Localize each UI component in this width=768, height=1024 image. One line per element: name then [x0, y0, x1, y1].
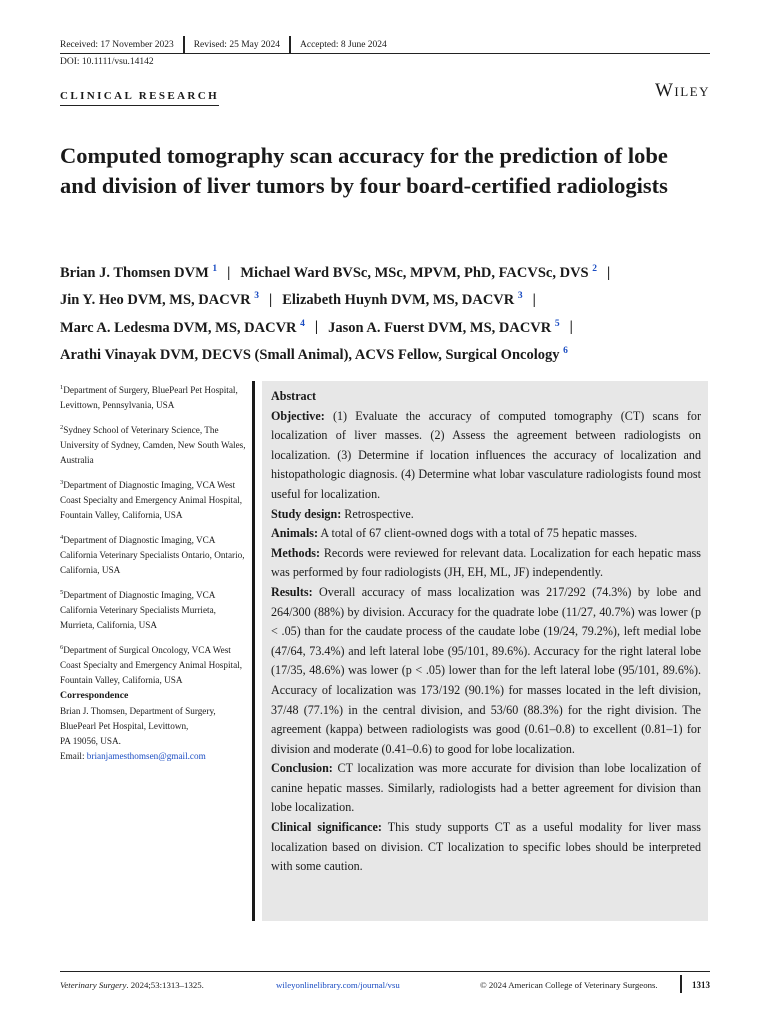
abstract-text: Overall accuracy of mass localization was 217/292 (74.3%) by lobe and 264/300 (88%) by division. Accuracy for the quadrate lobe (11/27, 40.7%) was lower (p < .05) than for the caudate process of the caudate lobe (19/24, 79.2%), left medial lobe (47/64, 73.4%) and left lateral lobe (95/101, 89.6%). Accuracy for the right lateral lobe (17/35, 48.6%) was lower (p < .05) lower than for the left lateral lobe (95/101, 89.6%). Accuracy of localization was 173/192 (90.1%) for masses located in the left division, 37/48 (77.1%) in the central division, and 53/60 (88.3%) for the right division. The agreement (kappa) between radiologists was good (0.61–0.8) to excellent (0.81–1) for division and moderate (0.41–0.6) to good for lobe localization.: [271, 584, 701, 756]
author-separator: |: [606, 264, 611, 281]
correspondence: [60, 688, 250, 764]
journal-name: Veterinary Surgery: [60, 980, 127, 990]
author-line: [60, 340, 720, 367]
author-name[interactable]: Michael Ward BVSc, MSc, MPVM, PhD, FACVSc, DVS: [240, 264, 589, 281]
affiliation-number: 1: [60, 384, 64, 391]
affiliation-number: 3: [60, 479, 64, 487]
affiliation-text: Department of Diagnostic Imaging, VCA California Veterinary Specialists Ontario, Ontario, California, USA: [60, 535, 245, 576]
revised-date: Revised: 25 May 2024: [193, 40, 280, 50]
abstract-text: (1) Evaluate the accuracy of computed tomography (CT) scans for localization of liver masses. (2) Assess the agreement between radiologists on localization. (3) Determine if location influences the accuracy of localization and histopathologic diagnosis. (4) Determine what lobar vasculature radiologists found most useful for localization.: [271, 408, 701, 501]
abstract-text: This study supports CT as a useful modality for liver mass localization based on division. CT localization to specific lobes should be interpreted with some caution.: [271, 820, 701, 874]
correspondence-line: Brian J. Thomsen, Department of Surgery,: [60, 706, 216, 716]
email-label: Email:: [60, 751, 87, 761]
article-dates: [60, 36, 710, 54]
citation-details: . 2024;53:1313–1325.: [126, 980, 204, 990]
abstract-heading: Abstract: [271, 389, 317, 403]
author-affiliation-ref[interactable]: 4: [300, 318, 305, 329]
author-affiliation-ref[interactable]: 3: [517, 291, 523, 302]
abstract-label: Conclusion:: [271, 761, 333, 776]
author-affiliation-ref[interactable]: 3: [254, 291, 260, 302]
abstract-section-significance: [271, 818, 701, 877]
affiliation-text: Sydney School of Veterinary Science, The University of Sydney, Camden, New South Wales, Australia: [60, 425, 246, 466]
abstract-label: Study design:: [271, 506, 342, 521]
journal-url[interactable]: wileyonlinelibrary.com/journal/vsu: [276, 980, 400, 990]
doi[interactable]: DOI: 10.1111/vsu.14142: [60, 57, 154, 67]
abstract-text: Records were reviewed for relevant data. Localization for each hepatic mass was performed by four radiologists (JH, EH, ML, JF) independently.: [271, 545, 701, 580]
author-name[interactable]: Brian J. Thomsen DVM: [60, 264, 209, 281]
abstract-text: CT localization was more accurate for division than lobe localization of canine hepatic masses. Similarly, radiologists had a better agreement for division than lobe localization.: [271, 761, 701, 815]
author-line: [60, 258, 720, 285]
author-affiliation-ref[interactable]: 6: [563, 345, 568, 356]
author-affiliation-ref[interactable]: 1: [212, 264, 218, 274]
copyright: © 2024 American College of Veterinary Surgeons.: [480, 980, 658, 990]
publisher-logo: Wiley: [654, 80, 710, 101]
author-name[interactable]: Jin Y. Heo DVM, MS, DACVR: [60, 292, 251, 309]
abstract-label: Results:: [271, 584, 313, 599]
author-name[interactable]: Elizabeth Huynh DVM, MS, DACVR: [282, 292, 515, 309]
author-line: [60, 313, 720, 340]
author-affiliation-ref[interactable]: 2: [592, 264, 597, 274]
section-label: CLINICAL RESEARCH: [60, 90, 219, 106]
affiliation-text: Department of Diagnostic Imaging, VCA West Coast Specialty and Emergency Animal Hospital, Fountain Valley, California, USA: [60, 480, 243, 521]
affiliation-text: Department of Diagnostic Imaging, VCA California Veterinary Specialists Murrieta, Murrieta, California, USA: [60, 590, 216, 631]
author-name[interactable]: Marc A. Ledesma DVM, MS, DACVR: [60, 319, 297, 336]
affiliation-number: 6: [60, 644, 64, 652]
email-link[interactable]: brianjamesthomsen@gmail.com: [86, 751, 206, 761]
article-title: Computed tomography scan accuracy for the prediction of lobe and division of liver tumors by four board-certified radiologists: [60, 143, 668, 198]
author-separator: |: [532, 292, 536, 309]
affiliation: [60, 640, 248, 688]
affiliations: [60, 380, 248, 695]
abstract-text: Retrospective.: [341, 506, 414, 521]
abstract-accent-bar: [252, 381, 255, 921]
abstract: [271, 387, 701, 877]
accepted-date: Accepted: 8 June 2024: [300, 40, 387, 50]
author-separator: |: [227, 264, 231, 281]
footer-rule: [60, 971, 710, 972]
affiliation-number: 2: [60, 424, 64, 432]
abstract-section-conclusion: [271, 759, 701, 818]
abstract-label: Animals:: [271, 526, 319, 541]
correspondence-heading: Correspondence: [60, 690, 129, 701]
correspondence-line: BluePearl Pet Hospital, Levittown,: [60, 721, 189, 731]
author-line: [60, 285, 720, 312]
affiliation: [60, 475, 248, 523]
abstract-text: A total of 67 client-owned dogs with a total of 75 hepatic masses.: [318, 526, 638, 541]
author-affiliation-ref[interactable]: 5: [554, 318, 560, 329]
affiliation-number: 4: [60, 534, 64, 542]
affiliation-text: Department of Surgical Oncology, VCA West Coast Specialty and Emergency Animal Hospital, Fountain Valley, California, USA: [60, 645, 243, 686]
page-number: 1313: [692, 980, 710, 990]
author-separator: |: [314, 319, 319, 336]
abstract-section-methods: [271, 544, 701, 583]
affiliation: [60, 530, 248, 578]
received-date: Received: 17 November 2023: [60, 40, 174, 50]
affiliation: [60, 420, 248, 468]
abstract-section-animals: [271, 524, 701, 544]
author-name[interactable]: Arathi Vinayak DVM, DECVS (Small Animal), ACVS Fellow, Surgical Oncology: [60, 346, 560, 363]
author-separator: |: [269, 292, 273, 309]
correspondence-email-row: [60, 749, 250, 764]
affiliation: [60, 585, 248, 633]
abstract-label: Objective:: [271, 408, 325, 423]
abstract-section-results: [271, 583, 701, 759]
abstract-section-design: [271, 505, 701, 525]
page-separator: [680, 975, 682, 993]
author-separator: |: [569, 319, 573, 336]
author-name[interactable]: Jason A. Fuerst DVM, MS, DACVR: [328, 319, 552, 336]
correspondence-line: PA 19056, USA.: [60, 736, 121, 746]
header-rule: [60, 53, 710, 54]
abstract-label: Clinical significance:: [271, 820, 382, 835]
affiliation-number: 5: [60, 589, 64, 597]
author-list: [60, 258, 720, 367]
journal-citation: [60, 980, 204, 990]
abstract-label: Methods:: [271, 545, 321, 560]
abstract-section-objective: [271, 407, 701, 505]
affiliation-text: Department of Surgery, BluePearl Pet Hospital, Levittown, Pennsylvania, USA: [60, 385, 238, 411]
affiliation: [60, 380, 248, 413]
